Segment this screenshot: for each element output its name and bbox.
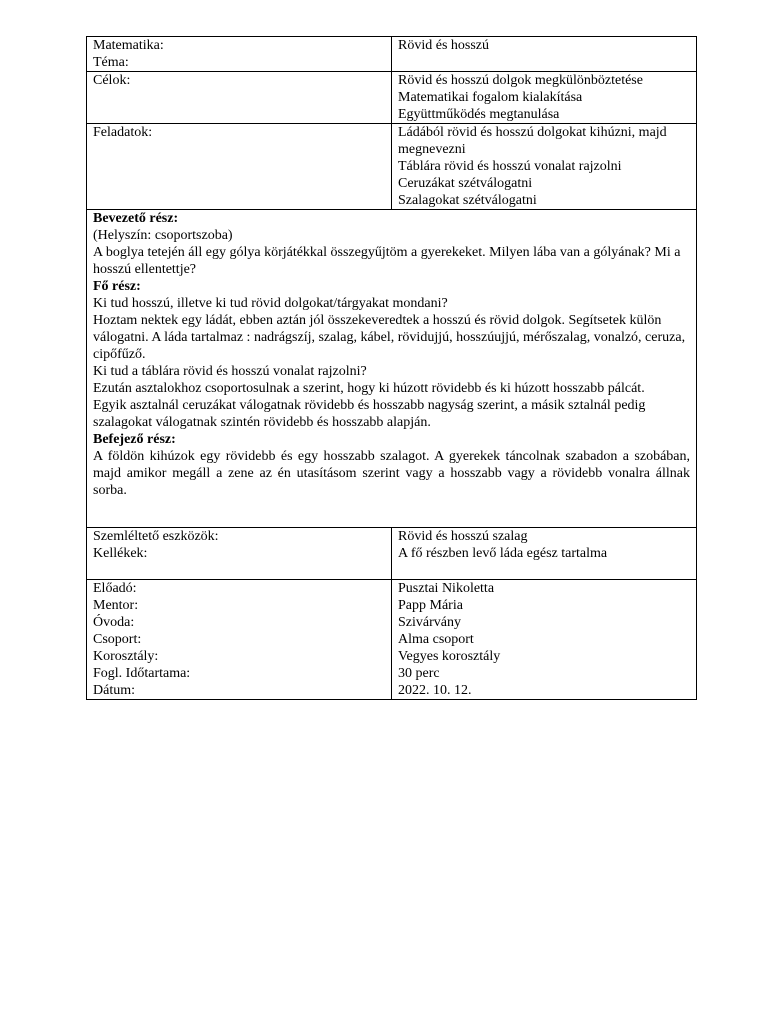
intro-location: (Helyszín: csoportszoba) (93, 228, 233, 243)
topic-label: Téma: (93, 55, 129, 70)
intro-heading: Bevezető rész: (93, 211, 179, 226)
main-paragraph: Ki tud hosszú, illetve ki tud rövid dolgokat/tárgyakat mondani? (93, 296, 448, 311)
mentor-value: Papp Mária (398, 598, 463, 613)
group-label: Csoport: (93, 632, 142, 647)
props-label: Kellékek: (93, 546, 148, 561)
closing-text: A földön kihúzok egy rövidebb és egy hosszabb szalagot. A gyerekek táncolnak szabadon a szobában, majd amikor megáll a zene az én utasításom szerint vagy a hosszabb vagy a rövidebb vonalra állnak sorba. (93, 449, 690, 498)
subject-value: Rövid és hosszú (398, 38, 489, 53)
tasks-label: Feladatok: (93, 125, 153, 140)
goal-item: Együttműködés megtanulása (398, 107, 560, 122)
props-value: A fő részben levő láda egész tartalma (398, 546, 608, 561)
tools-value: Rövid és hosszú szalag (398, 529, 528, 544)
tasks-value-cell (392, 124, 697, 210)
tools-label: Szemléltető eszközök: (93, 529, 219, 544)
kindergarten-value: Szivárvány (398, 615, 461, 630)
closing-heading: Befejező rész: (93, 432, 176, 447)
date-value: 2022. 10. 12. (398, 683, 472, 698)
goal-item: Matematikai fogalom kialakítása (398, 90, 583, 105)
subject-label: Matematika: (93, 38, 164, 53)
age-group-label: Korosztály: (93, 649, 159, 664)
group-value: Alma csoport (398, 632, 474, 647)
intro-text: A boglya tetején áll egy gólya körjátékkal összegyűjtöm a gyerekeket. Milyen lába van a gólyának? Mi a hosszú ellentettje? (93, 245, 681, 277)
main-paragraph: Ki tud a táblára rövid és hosszú vonalat rajzolni? (93, 364, 367, 379)
kindergarten-label: Óvoda: (93, 615, 135, 630)
task-item: Táblára rövid és hosszú vonalat rajzolni (398, 159, 622, 174)
info-row (87, 580, 697, 700)
info-value-cell (392, 580, 697, 700)
tasks-row (87, 124, 697, 210)
subject-row (87, 37, 697, 72)
tools-row (87, 528, 697, 580)
tools-value-cell (392, 528, 697, 580)
goals-value-cell (392, 72, 697, 124)
tools-label-cell (87, 528, 392, 580)
duration-value: 30 perc (398, 666, 440, 681)
task-item: Ládából rövid és hosszú dolgokat kihúzni, majd megnevezni (398, 125, 667, 157)
goals-row (87, 72, 697, 124)
subject-value-cell (392, 37, 697, 72)
main-paragraph: Ezután asztalokhoz csoportosulnak a szerint, hogy ki húzott rövidebb és ki húzott hosszabb pálcát. (93, 381, 645, 396)
date-label: Dátum: (93, 683, 135, 698)
subject-label-cell (87, 37, 392, 72)
process-row (87, 210, 697, 528)
presenter-label: Előadó: (93, 581, 137, 596)
process-cell (87, 210, 697, 528)
duration-label: Fogl. Időtartama: (93, 666, 191, 681)
main-heading: Fő rész: (93, 279, 141, 294)
presenter-value: Pusztai Nikoletta (398, 581, 495, 596)
info-label-cell (87, 580, 392, 700)
lesson-plan-table (86, 36, 697, 700)
mentor-label: Mentor: (93, 598, 139, 613)
task-item: Ceruzákat szétválogatni (398, 176, 533, 191)
goals-label: Célok: (93, 73, 131, 88)
tasks-label-cell (87, 124, 392, 210)
task-item: Szalagokat szétválogatni (398, 193, 537, 208)
main-paragraph: Egyik asztalnál ceruzákat válogatnak rövidebb és hosszabb nagyság szerint, a másik sztalnál pedig szalagokat válogatnak szintén rövidebb és hosszabb alapján. (93, 398, 646, 430)
goals-label-cell (87, 72, 392, 124)
age-group-value: Vegyes korosztály (398, 649, 501, 664)
goal-item: Rövid és hosszú dolgok megkülönböztetése (398, 73, 643, 88)
main-paragraph: Hoztam nektek egy ládát, ebben aztán jól összekeveredtek a hosszú és rövid dolgok. Segítsetek külön válogatni. A láda tartalmaz : nadrágszíj, szalag, kábel, rövidujjú, hosszúujjú, mérőszalag, vonalzó, ceruza, cipőfűző. (93, 313, 686, 362)
